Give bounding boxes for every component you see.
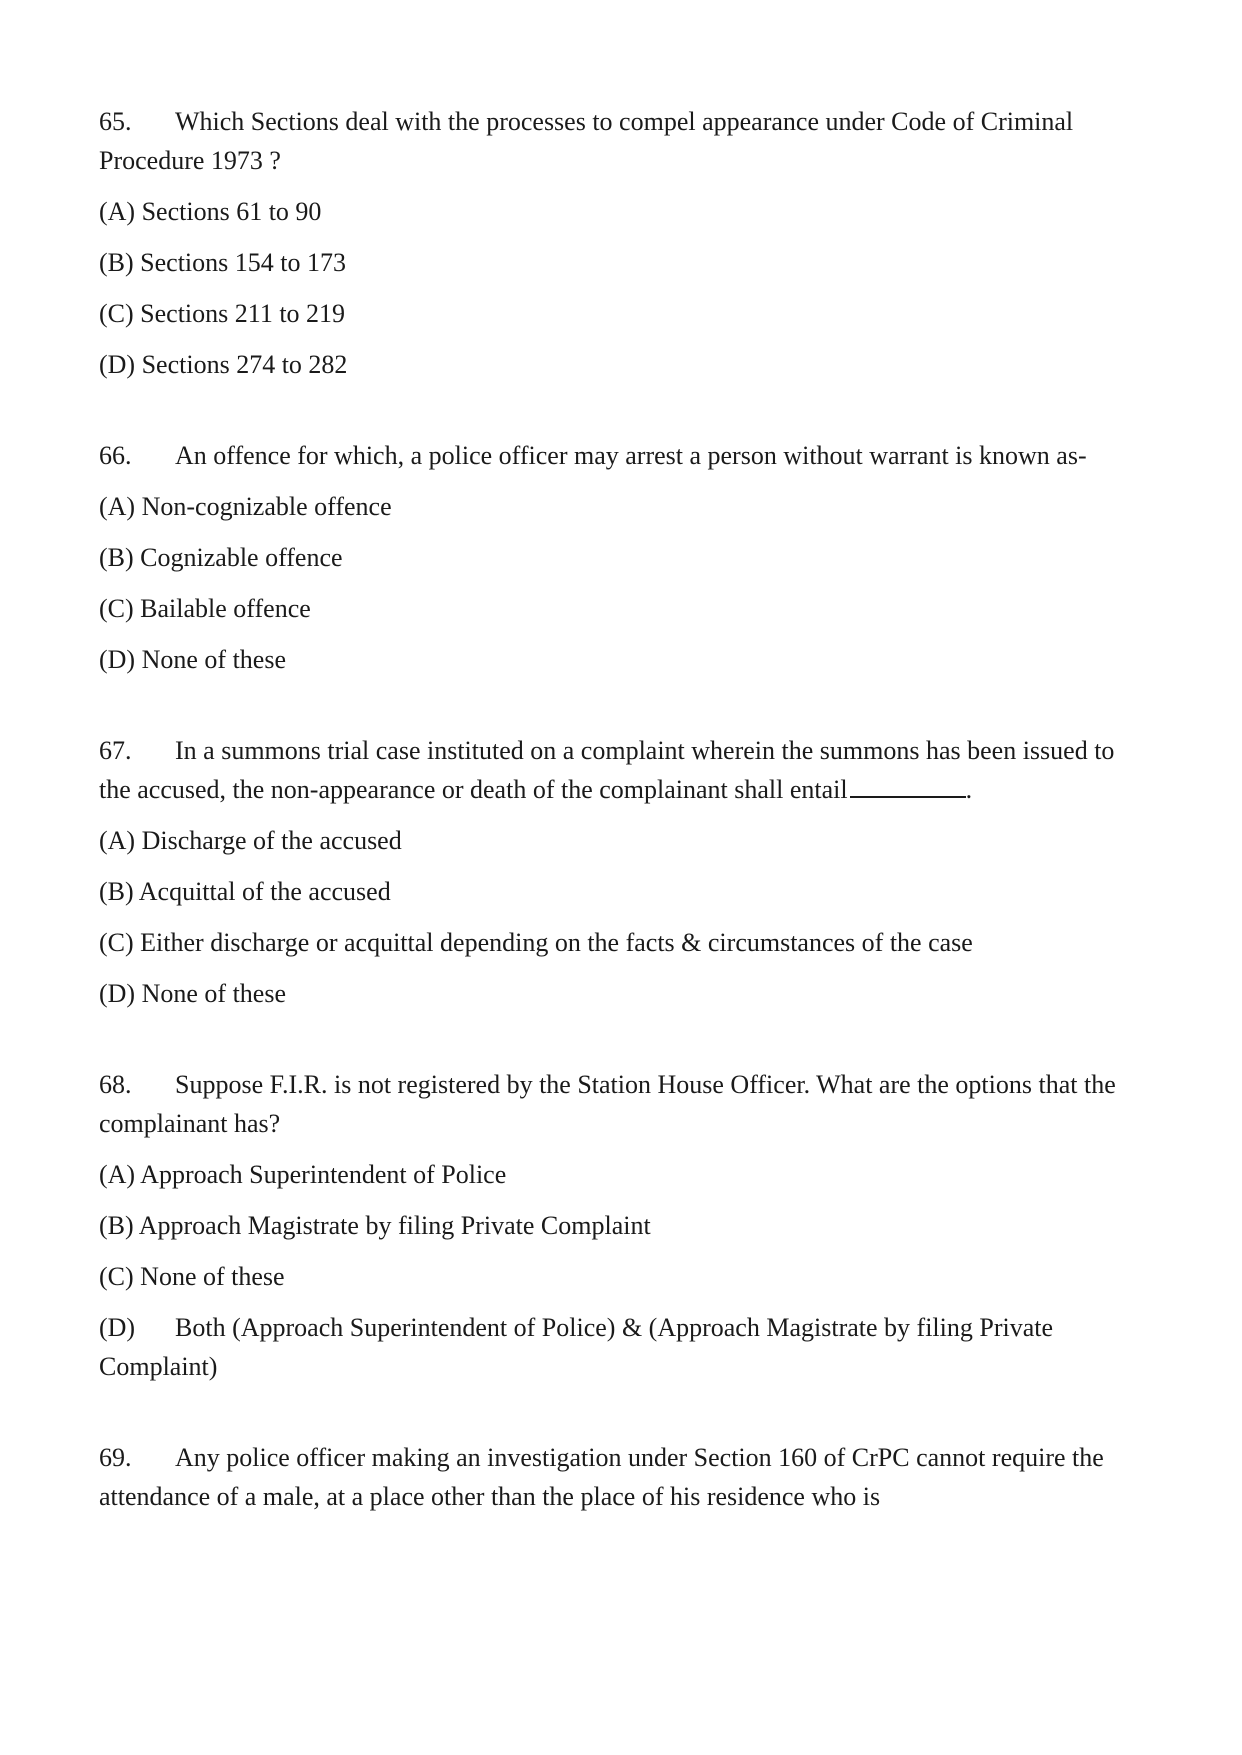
option-d: [99, 974, 1139, 1013]
option-letter: (D): [99, 645, 136, 674]
option-text: Sections 154 to 173: [140, 248, 347, 277]
question-body: In a summons trial case instituted on a complaint wherein the summons has been issued to the accused, the non-appearance or death of the complainant shall entail: [99, 736, 1115, 804]
option-d: [99, 1308, 1139, 1386]
option-letter: (B): [99, 248, 134, 277]
question-66: [99, 436, 1139, 679]
question-body: Which Sections deal with the processes to compel appearance under Code of Criminal Procedure 1973 ?: [99, 107, 1074, 175]
question-number: 68.: [99, 1070, 132, 1099]
option-list: [99, 192, 1139, 384]
question-body: Any police officer making an investigation under Section 160 of CrPC cannot require the attendance of a male, at a place other than the place of his residence who is: [99, 1443, 1104, 1511]
option-d: [99, 345, 1139, 384]
option-text: Approach Magistrate by filing Private Complaint: [138, 1211, 651, 1240]
question-number: 69.: [99, 1443, 132, 1472]
fill-in-blank: [850, 770, 966, 798]
option-letter: (C): [99, 1262, 134, 1291]
question-69: [99, 1438, 1139, 1516]
question-number: 65.: [99, 107, 132, 136]
option-letter: (B): [99, 877, 134, 906]
option-text: Both (Approach Superintendent of Police) & (Approach Magistrate by filing Private Complaint): [99, 1313, 1054, 1381]
option-c: [99, 1257, 1139, 1296]
option-c: [99, 294, 1139, 333]
option-b: [99, 243, 1139, 282]
option-a: [99, 1155, 1139, 1194]
option-b: [99, 1206, 1139, 1245]
option-c: [99, 589, 1139, 628]
option-text: Sections 61 to 90: [141, 197, 322, 226]
option-letter: (C): [99, 299, 134, 328]
option-b: [99, 872, 1139, 911]
option-c: [99, 923, 1139, 962]
option-letter: (A): [99, 197, 136, 226]
option-letter: (C): [99, 928, 134, 957]
option-text: None of these: [140, 1262, 285, 1291]
question-text: [99, 102, 1139, 180]
option-text: Either discharge or acquittal depending on the facts & circumstances of the case: [140, 928, 973, 957]
question-number: 67.: [99, 736, 132, 765]
question-68: [99, 1065, 1139, 1386]
option-text: Sections 274 to 282: [141, 350, 348, 379]
option-text: Cognizable offence: [140, 543, 343, 572]
option-text: None of these: [141, 979, 286, 1008]
option-letter: (A): [99, 826, 136, 855]
option-text: Sections 211 to 219: [140, 299, 346, 328]
option-letter: (A): [99, 492, 136, 521]
option-letter: (A): [99, 1160, 136, 1189]
option-b: [99, 538, 1139, 577]
option-list: [99, 1155, 1139, 1386]
question-number: 66.: [99, 441, 132, 470]
question-65: [99, 102, 1139, 384]
question-body: Suppose F.I.R. is not registered by the Station House Officer. What are the options that the complainant has?: [99, 1070, 1116, 1138]
option-list: [99, 821, 1139, 1013]
document-page: [99, 102, 1139, 1516]
option-d: [99, 640, 1139, 679]
option-letter: (B): [99, 543, 134, 572]
question-text: [99, 1065, 1139, 1143]
option-text: Bailable offence: [140, 594, 311, 623]
question-text: [99, 1438, 1139, 1516]
question-67: [99, 731, 1139, 1013]
option-list: [99, 487, 1139, 679]
option-letter: (D): [99, 979, 136, 1008]
option-a: [99, 487, 1139, 526]
question-text: [99, 731, 1139, 809]
option-letter: (D): [99, 350, 136, 379]
option-letter: (D): [99, 1313, 136, 1342]
option-text: None of these: [141, 645, 286, 674]
question-text: [99, 436, 1139, 475]
option-a: [99, 192, 1139, 231]
option-text: Non-cognizable offence: [141, 492, 392, 521]
option-a: [99, 821, 1139, 860]
question-end: .: [965, 775, 973, 804]
option-text: Acquittal of the accused: [138, 877, 391, 906]
option-text: Approach Superintendent of Police: [140, 1160, 507, 1189]
question-body: An offence for which, a police officer may arrest a person without warrant is known as-: [175, 441, 1087, 470]
option-letter: (C): [99, 594, 134, 623]
option-text: Discharge of the accused: [141, 826, 402, 855]
option-letter: (B): [99, 1211, 134, 1240]
